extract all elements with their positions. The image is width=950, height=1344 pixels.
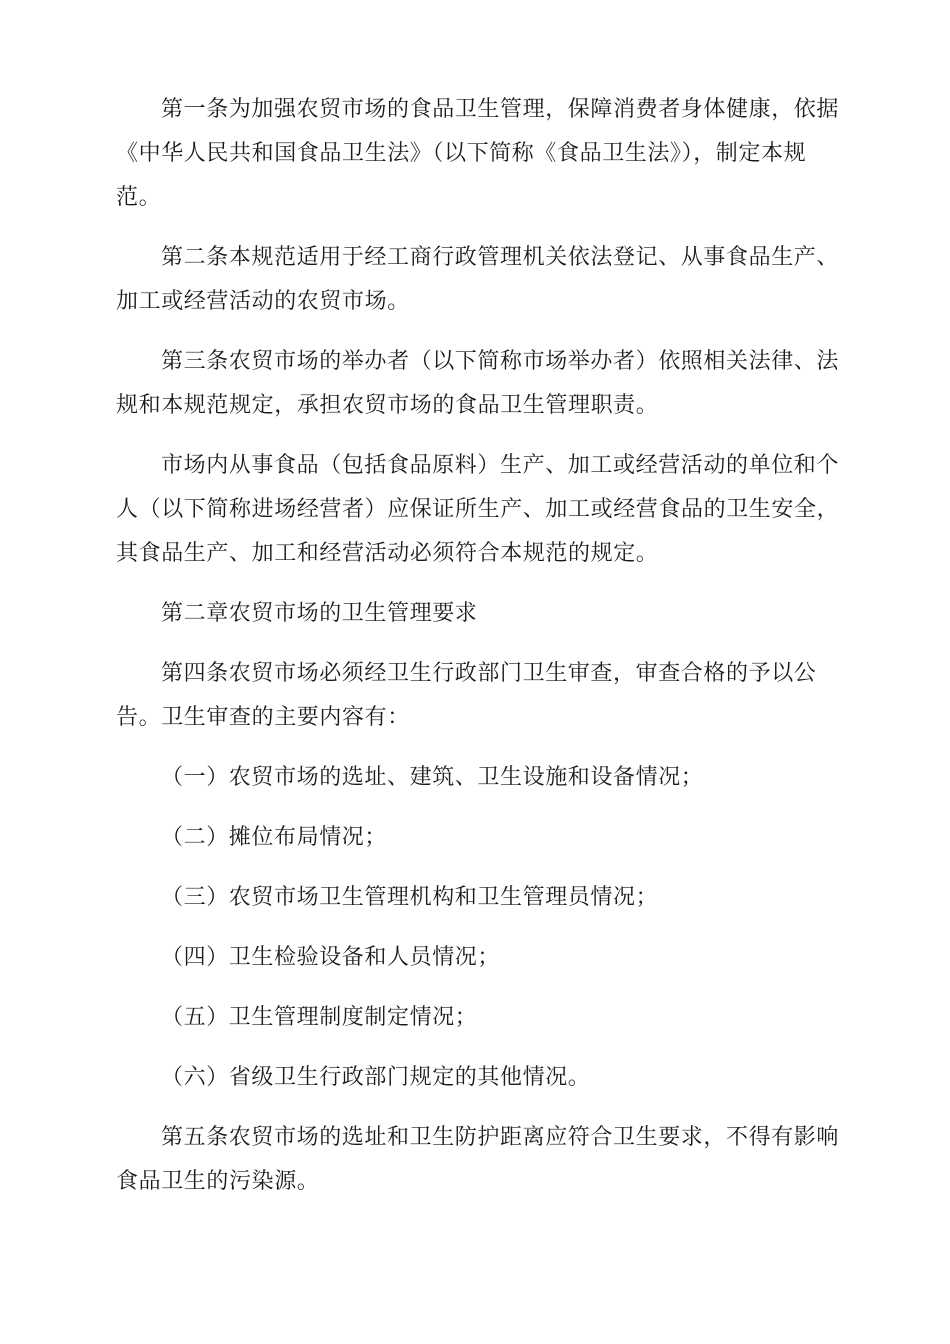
paragraph-market-operators: 市场内从事食品（包括食品原料）生产、加工或经营活动的单位和个人（以下简称进场经营者）应保证所生产、加工或经营食品的卫生安全，其食品生产、加工和经营活动必须符合本规范的规定。 — [116, 453, 840, 566]
list-item-3: （三）农贸市场卫生管理机构和卫生管理员情况； — [161, 885, 659, 910]
paragraph-article-3: 第三条农贸市场的举办者（以下简称市场举办者）依照相关法律、法规和本规范规定，承担农贸市场的食品卫生管理职责。 — [116, 349, 840, 418]
document-body — [116, 88, 840, 1204]
list-item-6: （六）省级卫生行政部门规定的其他情况。 — [161, 1065, 591, 1090]
list-item-4: （四）卫生检验设备和人员情况； — [161, 945, 501, 970]
list-item-5: （五）卫生管理制度制定情况； — [161, 1005, 478, 1030]
paragraph-article-5: 第五条农贸市场的选址和卫生防护距离应符合卫生要求，不得有影响食品卫生的污染源。 — [116, 1125, 840, 1194]
paragraph-article-2: 第二条本规范适用于经工商行政管理机关依法登记、从事食品生产、加工或经营活动的农贸市场。 — [116, 245, 840, 314]
paragraph-article-4: 第四条农贸市场必须经卫生行政部门卫生审查，审查合格的予以公告。卫生审查的主要内容有： — [116, 661, 817, 730]
paragraph-article-1: 第一条为加强农贸市场的食品卫生管理，保障消费者身体健康，依据《中华人民共和国食品卫生法》（以下简称《食品卫生法》），制定本规范。 — [116, 97, 840, 210]
chapter-heading: 第二章农贸市场的卫生管理要求 — [161, 601, 478, 626]
list-item-2: （二）摊位布局情况； — [161, 825, 388, 850]
list-item-1: （一）农贸市场的选址、建筑、卫生设施和设备情况； — [161, 765, 704, 790]
